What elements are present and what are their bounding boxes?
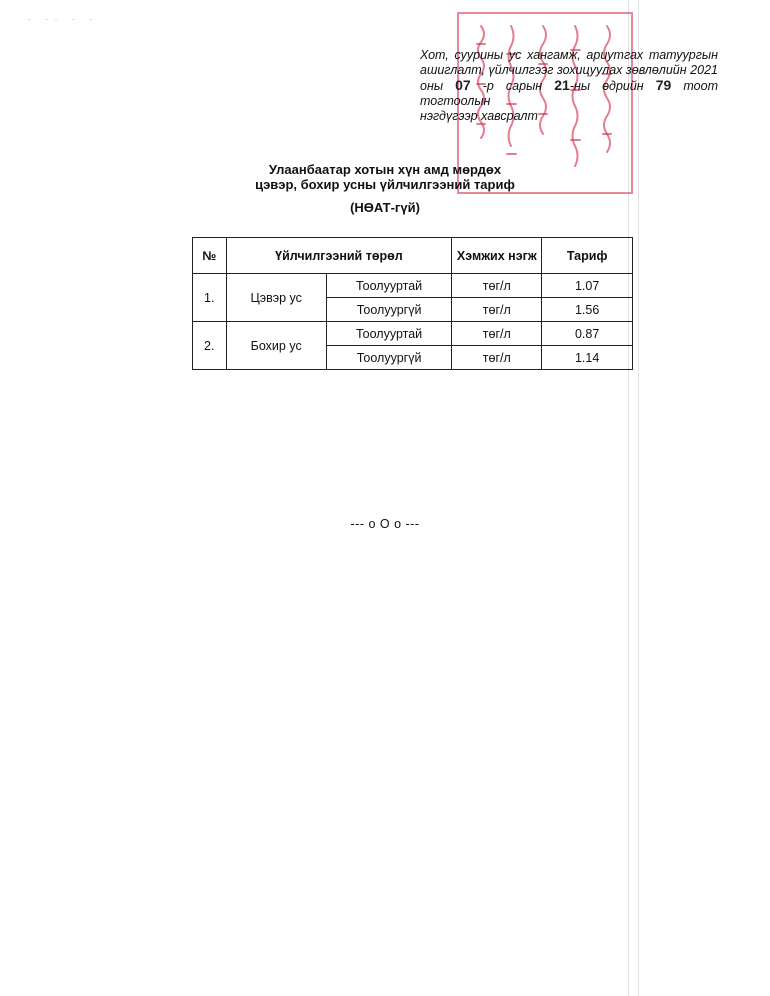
- tariff-table: [192, 237, 633, 370]
- unit-cell: төг/л: [452, 322, 542, 346]
- tariff-cell: 1.07: [542, 274, 633, 298]
- annex-line: татуургын ашиглалт, үйлчилгээг: [420, 48, 718, 77]
- title-line: цэвэр, бохир усны үйлчилгээний тариф: [255, 177, 515, 192]
- handwritten-month: 07: [455, 77, 471, 93]
- header-unit-label: Хэмжих нэгж: [456, 248, 537, 263]
- row-number: 1.: [193, 274, 227, 322]
- service-name: Цэвэр ус: [226, 274, 326, 322]
- annex-line: Хот, суурины ус хангамж, ариутгах: [420, 48, 644, 62]
- annex-note: [420, 48, 718, 124]
- metering-type: Тоолуургүй: [326, 346, 451, 370]
- tariff-cell: 1.56: [542, 298, 633, 322]
- document-title: [0, 162, 770, 192]
- scan-artifact-line: [638, 0, 639, 996]
- unit-cell: төг/л: [452, 346, 542, 370]
- header-tariff: Тариф: [542, 238, 633, 274]
- header-unit: [452, 238, 542, 274]
- annex-line: сарын: [505, 79, 543, 93]
- table-row: [193, 274, 633, 298]
- metering-type: Тоолууртай: [326, 322, 451, 346]
- header-service: Үйлчилгээний төрөл: [226, 238, 452, 274]
- table-header-row: [193, 238, 633, 274]
- table-row: [193, 322, 633, 346]
- metering-type: Тоолуургүй: [326, 298, 451, 322]
- unit-cell: төг/л: [452, 298, 542, 322]
- unit-cell: төг/л: [452, 274, 542, 298]
- annex-line: тоот тогтоолын: [420, 79, 718, 108]
- annex-line: зохицуулах зөвлөлийн 2021 оны: [420, 63, 718, 93]
- end-of-document-mark: --- o O o ---: [350, 517, 420, 531]
- tariff-cell: 0.87: [542, 322, 633, 346]
- title-line: Улаанбаатар хотын хүн амд мөрдөх: [268, 162, 502, 177]
- annex-line: -р: [482, 79, 494, 93]
- scan-specks: · ·· · ·: [28, 14, 99, 24]
- tariff-cell: 1.14: [542, 346, 633, 370]
- annex-line: -ны өдрийн: [569, 79, 644, 93]
- vat-note: (НӨАТ-гүй): [350, 200, 420, 215]
- handwritten-number: 79: [655, 77, 672, 93]
- row-number: 2.: [193, 322, 227, 370]
- handwritten-day: 21: [554, 77, 570, 93]
- header-num: №: [193, 238, 227, 274]
- annex-line: нэгдүгээр хавсралт: [420, 109, 538, 123]
- service-name: Бохир ус: [226, 322, 326, 370]
- metering-type: Тоолууртай: [326, 274, 451, 298]
